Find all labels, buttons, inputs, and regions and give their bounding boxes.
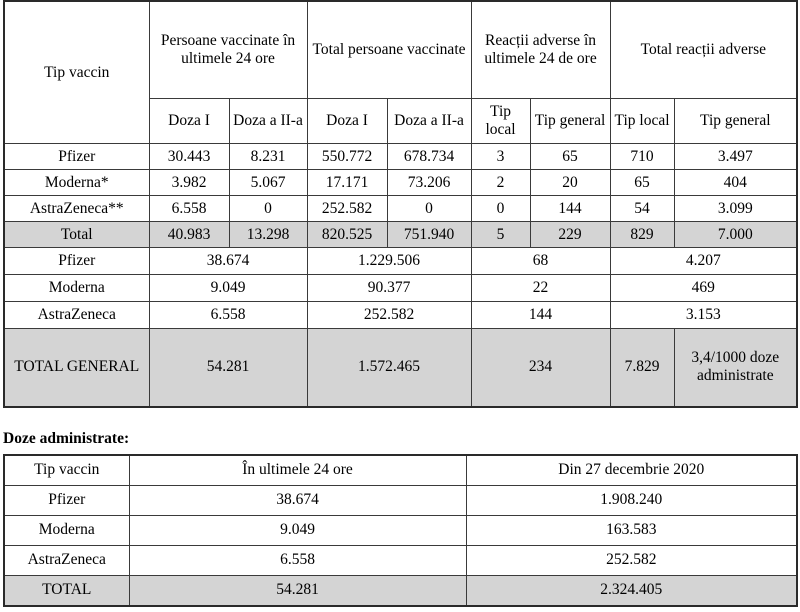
header-doza-ii-recent: Doza a II-a xyxy=(229,99,307,144)
header-group-recent-vaccinated: Persoane vaccinate în ultimele 24 ore xyxy=(149,1,307,99)
cell-vaccine-name: Pfizer xyxy=(4,144,149,170)
cell-total-dose2: 73.206 xyxy=(387,170,471,196)
cell-doses-since: 252.582 xyxy=(466,545,797,575)
cell-doses-last24: 9.049 xyxy=(129,515,466,545)
cell-total-general: 7.000 xyxy=(674,222,797,248)
cell-total-general: 3.497 xyxy=(674,144,797,170)
cell-vaccine-name: AstraZeneca xyxy=(4,302,149,329)
cell-total-reactions: 3.153 xyxy=(610,302,797,329)
cell-recent-dose2: 8.231 xyxy=(229,144,307,170)
doses-table-row xyxy=(4,545,797,575)
table-row-summary xyxy=(4,248,797,275)
cell-grand-recent-reactions: 234 xyxy=(471,329,610,407)
cell-total-local: 829 xyxy=(610,222,674,248)
table-row-total xyxy=(4,222,797,248)
vaccination-summary-table xyxy=(3,0,798,408)
cell-total-general: 404 xyxy=(674,170,797,196)
section-spacer xyxy=(3,408,796,430)
cell-total-general: 3.099 xyxy=(674,196,797,222)
cell-grand-total-label: TOTAL GENERAL xyxy=(4,329,149,407)
cell-total-reactions: 469 xyxy=(610,275,797,302)
cell-total-vaccinated: 90.377 xyxy=(307,275,471,302)
cell-recent-general: 229 xyxy=(530,222,610,248)
doses-table-row xyxy=(4,515,797,545)
cell-total-dose2: 0 xyxy=(387,196,471,222)
cell-total-dose2: 678.734 xyxy=(387,144,471,170)
header-tip-local-recent: Tip local xyxy=(471,99,530,144)
cell-recent-dose2: 13.298 xyxy=(229,222,307,248)
cell-doses-last24: 6.558 xyxy=(129,545,466,575)
doses-section-title: Doze administrate: xyxy=(3,429,130,447)
header-group-total-vaccinated: Total persoane vaccinate xyxy=(307,1,471,99)
report-page xyxy=(3,0,796,607)
cell-recent-general: 20 xyxy=(530,170,610,196)
cell-total-dose2: 751.940 xyxy=(387,222,471,248)
cell-total-local: 54 xyxy=(610,196,674,222)
cell-recent-total: 9.049 xyxy=(149,275,307,302)
cell-recent-dose1: 30.443 xyxy=(149,144,229,170)
doses-administered-table xyxy=(3,454,798,607)
cell-total-dose1: 252.582 xyxy=(307,196,387,222)
header-group-recent-reactions: Reacții adverse în ultimele 24 de ore xyxy=(471,1,610,99)
cell-recent-local: 3 xyxy=(471,144,530,170)
cell-recent-total: 6.558 xyxy=(149,302,307,329)
cell-doses-total-last24: 54.281 xyxy=(129,575,466,606)
cell-recent-reactions: 68 xyxy=(471,248,610,275)
cell-doses-last24: 38.674 xyxy=(129,485,466,515)
table-row-summary xyxy=(4,275,797,302)
cell-grand-total-vaccinated: 1.572.465 xyxy=(307,329,471,407)
cell-vaccine-name: Total xyxy=(4,222,149,248)
cell-grand-recent-total: 54.281 xyxy=(149,329,307,407)
table-row xyxy=(4,144,797,170)
cell-vaccine-name: AstraZeneca** xyxy=(4,196,149,222)
header-doses-since: Din 27 decembrie 2020 xyxy=(466,455,797,486)
header-tip-vaccin: Tip vaccin xyxy=(4,1,149,144)
cell-doses-vaccine: Pfizer xyxy=(4,485,129,515)
cell-grand-total-local: 7.829 xyxy=(610,329,674,407)
header-tip-general-recent: Tip general xyxy=(530,99,610,144)
cell-doses-since: 1.908.240 xyxy=(466,485,797,515)
cell-recent-dose1: 6.558 xyxy=(149,196,229,222)
cell-doses-total-label: TOTAL xyxy=(4,575,129,606)
cell-total-dose1: 820.525 xyxy=(307,222,387,248)
cell-recent-dose1: 3.982 xyxy=(149,170,229,196)
cell-total-local: 65 xyxy=(610,170,674,196)
table-header-group-row xyxy=(4,1,797,99)
doses-header-row xyxy=(4,455,797,486)
doses-table-row xyxy=(4,485,797,515)
cell-doses-vaccine: Moderna xyxy=(4,515,129,545)
doses-table-total-row xyxy=(4,575,797,606)
cell-total-dose1: 17.171 xyxy=(307,170,387,196)
table-row-summary xyxy=(4,302,797,329)
cell-doses-since: 163.583 xyxy=(466,515,797,545)
cell-recent-dose1: 40.983 xyxy=(149,222,229,248)
cell-doses-total-since: 2.324.405 xyxy=(466,575,797,606)
cell-vaccine-name: Moderna* xyxy=(4,170,149,196)
header-group-total-reactions: Total reacții adverse xyxy=(610,1,797,99)
header-doses-last24: În ultimele 24 ore xyxy=(129,455,466,486)
cell-total-vaccinated: 1.229.506 xyxy=(307,248,471,275)
cell-total-dose1: 550.772 xyxy=(307,144,387,170)
table-row xyxy=(4,170,797,196)
cell-recent-dose2: 5.067 xyxy=(229,170,307,196)
header-doza-i-recent: Doza I xyxy=(149,99,229,144)
header-tip-general-total: Tip general xyxy=(674,99,797,144)
table-row-grand-total xyxy=(4,329,797,407)
cell-recent-local: 0 xyxy=(471,196,530,222)
cell-recent-total: 38.674 xyxy=(149,248,307,275)
cell-total-local: 710 xyxy=(610,144,674,170)
cell-recent-reactions: 22 xyxy=(471,275,610,302)
cell-recent-general: 144 xyxy=(530,196,610,222)
table-row xyxy=(4,196,797,222)
header-doza-i-total: Doza I xyxy=(307,99,387,144)
cell-recent-dose2: 0 xyxy=(229,196,307,222)
cell-total-reactions: 4.207 xyxy=(610,248,797,275)
cell-doses-vaccine: AstraZeneca xyxy=(4,545,129,575)
cell-recent-reactions: 144 xyxy=(471,302,610,329)
cell-recent-local: 2 xyxy=(471,170,530,196)
header-tip-local-total: Tip local xyxy=(610,99,674,144)
cell-vaccine-name: Moderna xyxy=(4,275,149,302)
cell-recent-local: 5 xyxy=(471,222,530,248)
header-doses-vaccine: Tip vaccin xyxy=(4,455,129,486)
cell-total-vaccinated: 252.582 xyxy=(307,302,471,329)
cell-recent-general: 65 xyxy=(530,144,610,170)
cell-grand-rate: 3,4/1000 doze administrate xyxy=(674,329,797,407)
cell-vaccine-name: Pfizer xyxy=(4,248,149,275)
header-doza-ii-total: Doza a II-a xyxy=(387,99,471,144)
